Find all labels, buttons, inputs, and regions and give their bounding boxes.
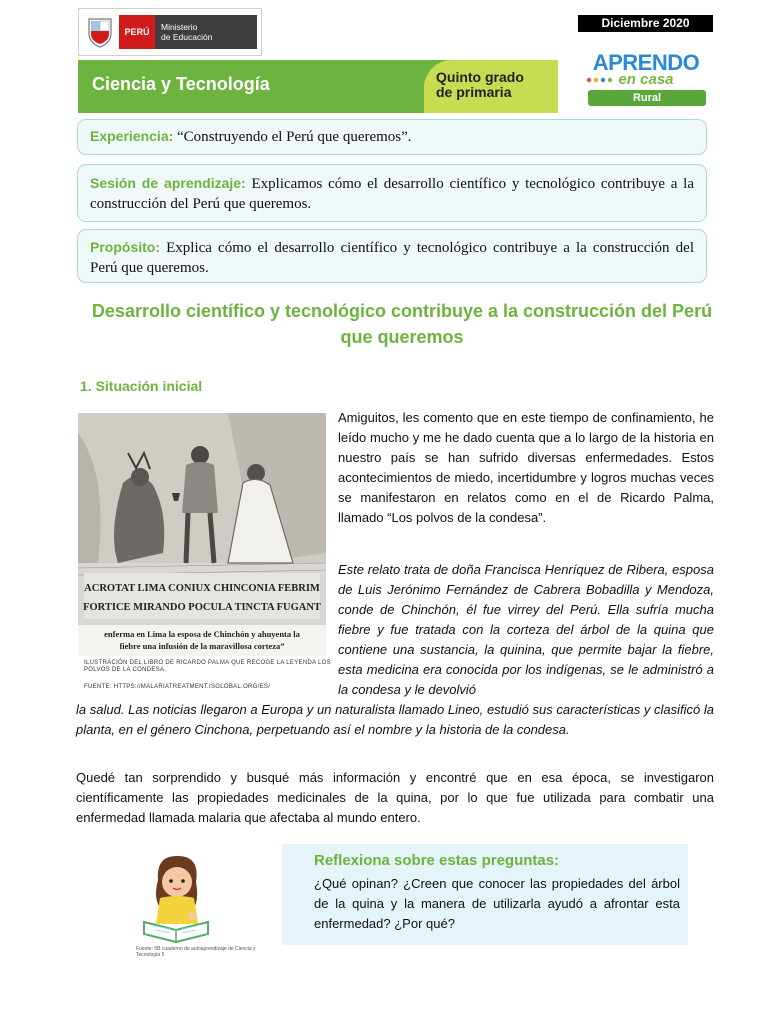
story-paragraph-1: Este relato trata de doña Francisca Henríquez de Ribera, esposa de Luis Jerónimo Fernández de Cabrera Bobadilla y Mendoza, conde de Chinchón, él fue virrey del Perú. Ella sufría mucha fiebre y fue tratada con la corteza del árbol de la quina que contiene una sustancia, la quinina, que permite bajar la fiebre, esta medicina era conocida por los indígenas, se le administró a la condesa y le devolvió xyxy=(338,562,714,697)
engraving-drawing xyxy=(78,413,326,656)
proposito-label: Propósito: xyxy=(90,239,160,255)
sesion-box xyxy=(77,164,707,222)
inscription-line-2: FORTICE MIRANDO POCULA TINCTA FUGANT xyxy=(83,602,321,613)
section-heading: 1. Situación inicial xyxy=(80,378,203,394)
illustration-caption-2: fiebre una infusión de la maravillosa corteza” xyxy=(119,641,285,651)
proposito-box xyxy=(77,229,707,283)
illustration-caption-1: enferma en Lima la esposa de Chinchón y ahuyenta la xyxy=(104,629,300,639)
intro-paragraph: Amiguitos, les comento que en este tiempo de confinamiento, he leído mucho y me he dado cuenta que a lo largo de la historia en nuestro país se han sufrido diversas enfermedades. Estos acontecimientos de miedo, incertidumbre y logros muchas veces se manifestaron en relatos como en el de Ricardo Palma, llamado “Los polvos de la condesa”. xyxy=(338,410,714,525)
subject-banner xyxy=(78,60,558,113)
proposito-text: Explica cómo el desarrollo científico y tecnológico contribuye a la construcción del Perú que queremos. xyxy=(90,240,694,276)
program-subtitle: en casa xyxy=(618,71,674,88)
minedu-logo xyxy=(78,8,262,56)
illustration-source: FUENTE: HTTPS://MALARIATREATMENT.ISGLOBAL.ORG/ES/ xyxy=(84,684,271,690)
historical-illustration xyxy=(78,413,326,656)
ministry-name: Ministerio de Educación xyxy=(155,15,257,49)
sesion-label: Sesión de aprendizaje: xyxy=(90,175,246,191)
sesion-text: Explicamos cómo el desarrollo científico y tecnológico contribuye a la construcción del Perú que queremos. xyxy=(90,176,694,212)
peru-brand: PERÚ xyxy=(119,15,155,49)
illustration-credit: ILUSTRACIÓN DEL LIBRO DE RICARDO PALMA QUE RECOGE LA LEYENDA LOS POLVOS DE LA CONDESA. xyxy=(84,660,331,673)
program-title: APRENDO xyxy=(592,50,700,75)
date-badge: Diciembre 2020 xyxy=(578,15,713,32)
followup-paragraph: Quedé tan sorprendido y busqué más información y encontré que en esa época, se investigaron científicamente las propiedades medicinales de la quina, por lo que fue utilizada para combatir una enfermedad llamada malaria que afectaba al mundo entero. xyxy=(76,770,714,825)
inscription-line-1: ACROTAT LIMA CONIUX CHINCONIA FEBRIM xyxy=(84,583,320,594)
experiencia-box xyxy=(77,119,707,155)
experiencia-text: “Construyendo el Perú que queremos”. xyxy=(173,129,412,145)
page-title: Desarrollo científico y tecnológico contribuye a la construcción del Perú que queremos xyxy=(91,301,713,347)
rural-tag: Rural xyxy=(588,90,706,106)
experiencia-label: Experiencia: xyxy=(90,128,174,144)
reflection-title: Reflexiona sobre estas preguntas: xyxy=(314,852,560,869)
peru-shield-icon xyxy=(85,15,115,49)
story-paragraph-2: la salud. Las noticias llegaron a Europa y un naturalista llamado Lineo, estudió sus características y clasificó la planta, en el género Cinchona, perpetuando así el nombre y la historia de la condesa. xyxy=(76,702,714,737)
reflection-question: ¿Qué opinan? ¿Creen que conocer las propiedades del árbol de la quina y la manera de utilizarla ayudó a afrontar esta enfermedad? ¿Por qué? xyxy=(314,876,680,931)
aprendo-en-casa-logo xyxy=(582,50,710,110)
grade-badge: Quinto grado de primaria xyxy=(424,60,558,113)
image-source-caption: Fuente: 5B cuaderno de autoaprendizaje de Ciencia y Tecnología 5 xyxy=(136,946,256,958)
subject-title: Ciencia y Tecnología xyxy=(92,74,270,94)
reflection-box xyxy=(282,844,688,945)
girl-reading-illustration xyxy=(136,850,216,945)
